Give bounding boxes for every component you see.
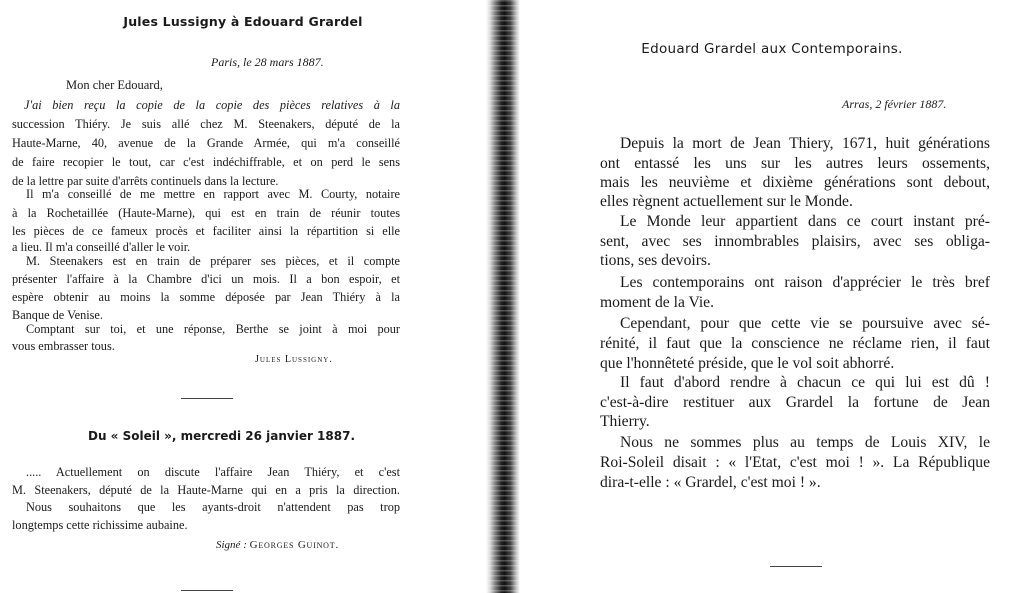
text-line: Roi-Soleil disait : « l'Etat, c'est moi ! ». La République bbox=[600, 454, 990, 471]
letter-line: Banque de Venise. bbox=[12, 308, 103, 322]
letter-line: vous embrasser tous. bbox=[12, 339, 115, 353]
text-line: Il faut d'abord rendre à chacun ce qui lui est dû ! bbox=[620, 374, 990, 391]
text-line: c'est-à-dire restituer aux Grardel la fortune de Jean bbox=[600, 394, 990, 411]
text-line: Nous ne sommes plus au temps de Louis XIV, le bbox=[620, 434, 990, 451]
letter-line: succession Thiéry. Je suis allé chez M. Steenakers, député de la bbox=[12, 117, 400, 131]
section-divider bbox=[181, 398, 233, 399]
section-divider bbox=[770, 566, 822, 567]
article-signature-name: Georges Guinot. bbox=[249, 539, 339, 551]
text-line: moment de la Vie. bbox=[600, 294, 714, 311]
right-page-title: Edouard Grardel aux Contemporains. bbox=[641, 41, 903, 57]
text-line: Thierry. bbox=[600, 413, 650, 430]
text-line: Depuis la mort de Jean Thiery, 1671, huit générations bbox=[620, 135, 990, 152]
text-line: Cependant, pour que cette vie se poursuive avec sé- bbox=[620, 315, 990, 332]
text-line: dira-t-elle : « Grardel, c'est moi ! ». bbox=[600, 474, 821, 491]
article-line: ..... Actuellement on discute l'affaire Jean Thiéry, et c'est bbox=[26, 465, 400, 479]
right-dateline: Arras, 2 février 1887. bbox=[842, 97, 947, 111]
text-line: elles règnent actuellement sur le Monde. bbox=[600, 193, 853, 210]
article-heading: Du « Soleil », mercredi 26 janvier 1887. bbox=[88, 429, 356, 443]
article-signature-prefix: Signé : bbox=[216, 539, 247, 551]
letter-line: espère obtenir au moins la somme déposée par Jean Thiéry à la bbox=[12, 290, 400, 304]
letter-line: à la Rochetaillée (Haute-Marne), qui est en train de réunir toutes bbox=[12, 206, 400, 220]
letter-line: J'ai bien reçu la copie de la copie des pièces relatives à la bbox=[24, 98, 400, 112]
letter-signature: Jules Lussigny. bbox=[255, 354, 333, 365]
article-line: longtemps cette richissime aubaine. bbox=[12, 518, 188, 532]
letter-line: de la lettre par suite d'arrêts continuels dans la lecture. bbox=[12, 174, 279, 188]
letter-dateline: Paris, le 28 mars 1887. bbox=[211, 55, 324, 69]
letter-line: Il m'a conseillé de me mettre en rapport avec M. Courty, notaire bbox=[26, 187, 400, 201]
letter-line: les pièces de ce fameux procès et faciliter ainsi la répartition si elle bbox=[12, 224, 400, 238]
text-line: tions, ses devoirs. bbox=[600, 252, 711, 269]
book-gutter-shadow bbox=[486, 0, 520, 593]
text-line: Les contemporains ont raison d'apprécier le très bref bbox=[620, 274, 990, 291]
text-line: que l'honnêteté préside, que le vol soit abhorré. bbox=[600, 355, 895, 372]
letter-line: de faire recopier le tout, car c'est indéchiffrable, et on perd le sens bbox=[12, 155, 400, 169]
article-signature bbox=[216, 539, 339, 551]
text-line: sent, avec ses innombrables plaisirs, avec ses obliga- bbox=[600, 233, 990, 250]
letter-line: Comptant sur toi, et une réponse, Berthe se joint à moi pour bbox=[26, 322, 400, 336]
letter-line: a lieu. Il m'a conseillé d'aller le voir. bbox=[12, 240, 191, 254]
text-line: rénité, il faut que la conscience ne réclame rien, il faut bbox=[600, 335, 990, 352]
section-divider bbox=[181, 590, 233, 591]
article-line: Nous souhaitons que les ayants-droit n'attendent pas trop bbox=[26, 500, 400, 514]
text-line: ont entassé les uns sur les autres leurs ossements, bbox=[600, 155, 990, 172]
letter-line: présenter l'affaire à la Chambre d'ici un mois. Il a bon espoir, et bbox=[12, 272, 400, 286]
letter-salutation: Mon cher Edouard, bbox=[66, 78, 163, 92]
letter-line: Haute-Marne, 40, avenue de la Grande Armée, qui m'a conseillé bbox=[12, 136, 400, 150]
text-line: mais les neuvième et dixième générations sont debout, bbox=[600, 174, 990, 191]
left-page-title: Jules Lussigny à Edouard Grardel bbox=[123, 14, 363, 29]
article-line: M. Steenakers, député de la Haute-Marne qui en a pris la direction. bbox=[12, 483, 400, 497]
letter-line: M. Steenakers est en train de préparer ses pièces, et il compte bbox=[26, 254, 400, 268]
text-line: Le Monde leur appartient dans ce court instant pré- bbox=[620, 213, 990, 230]
